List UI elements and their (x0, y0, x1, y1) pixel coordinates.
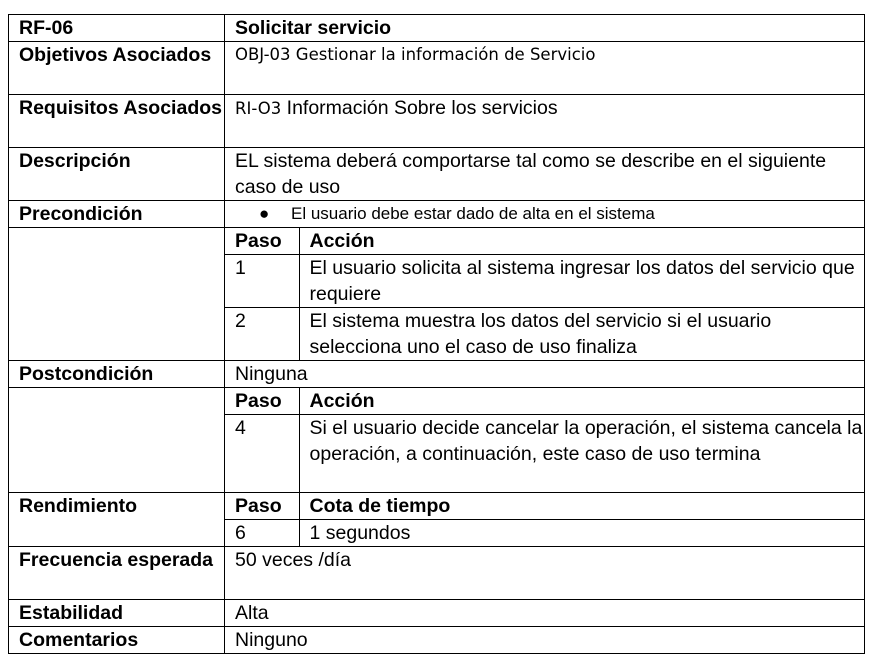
row-frecuencia (9, 547, 865, 600)
accion-cell: Si el usuario decide cancelar la operación, el sistema cancela la operación, a continuación, este caso de uso termina (299, 415, 864, 493)
objetivos-label: Objetivos Asociados (9, 42, 225, 95)
table-row (225, 308, 864, 361)
estabilidad-label: Estabilidad (9, 600, 225, 627)
objetivos-value: OBJ-03 Gestionar la información de Servicio (225, 42, 865, 95)
row-excepciones (9, 388, 865, 493)
row-estabilidad (9, 600, 865, 627)
accion-header: Acción (299, 228, 864, 255)
requisitos-value (225, 95, 865, 148)
paso-cell: 6 (225, 520, 299, 547)
secuencia-cell (225, 228, 865, 361)
table-header-row (225, 388, 864, 415)
cota-cell: 1 segundos (299, 520, 864, 547)
requirement-title: Solicitar servicio (225, 15, 865, 42)
frecuencia-value: 50 veces /día (225, 547, 865, 600)
paso-header: Paso (225, 493, 299, 520)
frecuencia-label: Frecuencia esperada (9, 547, 225, 600)
paso-header: Paso (225, 228, 299, 255)
rendimiento-table (225, 493, 864, 546)
bullet-icon: ● (259, 204, 270, 223)
requisitos-label: Requisitos Asociados (9, 95, 225, 148)
excepciones-cell (225, 388, 865, 493)
comentarios-label: Comentarios (9, 627, 225, 654)
descripcion-label: Descripción (9, 148, 225, 201)
accion-cell: El usuario solicita al sistema ingresar los datos del servicio que requiere (299, 255, 864, 308)
table-row (225, 415, 864, 493)
table-header-row (225, 493, 864, 520)
paso-cell: 4 (225, 415, 299, 493)
descripcion-value: EL sistema deberá comportarse tal como se describe en el siguiente caso de uso (225, 148, 865, 201)
table-row (225, 255, 864, 308)
paso-cell: 2 (225, 308, 299, 361)
row-postcondicion (9, 361, 865, 388)
secuencia-label (9, 228, 225, 361)
table-row (225, 520, 864, 547)
secuencia-table (225, 228, 864, 360)
precondicion-label: Precondición (9, 201, 225, 228)
table-header-row (225, 228, 864, 255)
paso-cell: 1 (225, 255, 299, 308)
row-objetivos (9, 42, 865, 95)
row-header (9, 15, 865, 42)
row-comentarios (9, 627, 865, 654)
rendimiento-label: Rendimiento (9, 493, 225, 547)
requirement-id: RF-06 (9, 15, 225, 42)
requisitos-text: Información Sobre los servicios (286, 97, 558, 119)
postcondicion-label: Postcondición (9, 361, 225, 388)
paso-header: Paso (225, 388, 299, 415)
row-secuencia (9, 228, 865, 361)
precondicion-text: El usuario debe estar dado de alta en el sistema (291, 204, 655, 223)
postcondicion-value: Ninguna (225, 361, 865, 388)
row-descripcion (9, 148, 865, 201)
row-rendimiento (9, 493, 865, 547)
accion-header: Acción (299, 388, 864, 415)
requirement-table (8, 14, 865, 654)
estabilidad-value: Alta (225, 600, 865, 627)
precondicion-value (225, 201, 865, 228)
row-requisitos (9, 95, 865, 148)
rendimiento-cell (225, 493, 865, 547)
row-precondicion (9, 201, 865, 228)
comentarios-value: Ninguno (225, 627, 865, 654)
excepciones-table (225, 388, 864, 492)
cota-header: Cota de tiempo (299, 493, 864, 520)
requisitos-code: RI-O3 (235, 99, 282, 118)
excepciones-label (9, 388, 225, 493)
accion-cell: El sistema muestra los datos del servicio si el usuario selecciona uno el caso de uso finaliza (299, 308, 864, 361)
